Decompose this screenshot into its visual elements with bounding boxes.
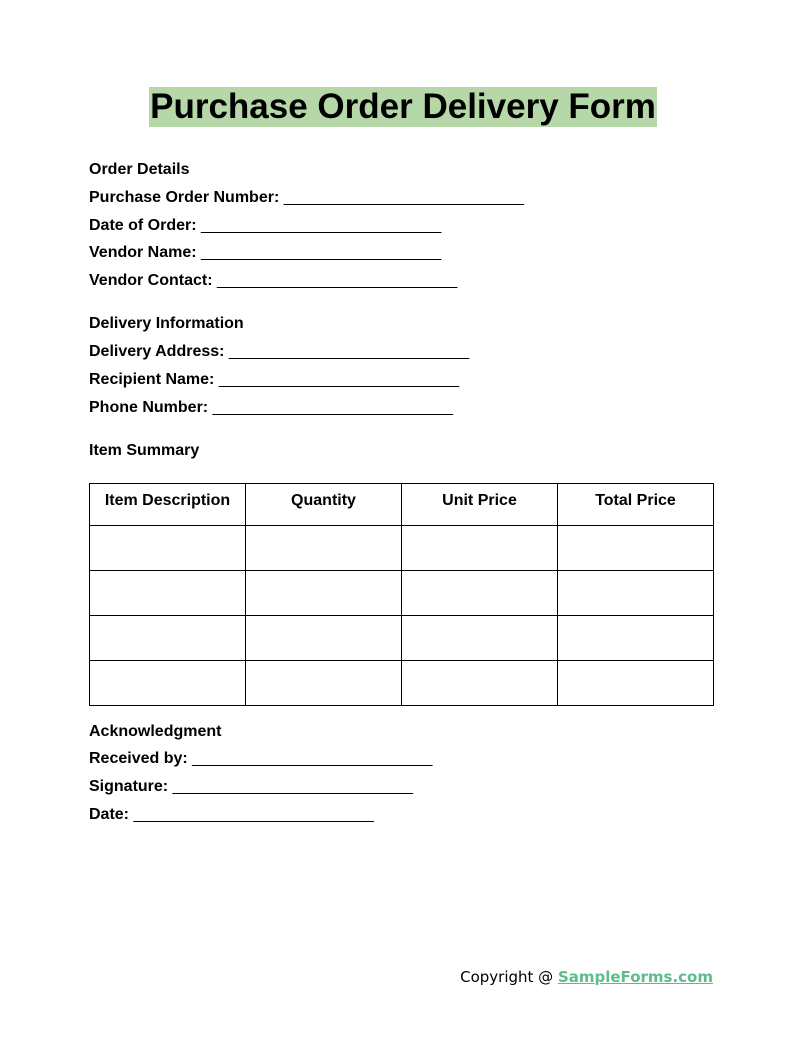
field-phone-number[interactable] [89,398,714,418]
field-label: Purchase Order Number: [89,188,280,206]
column-header: Quantity [246,483,402,525]
field-signature[interactable] [89,777,714,797]
field-recipient-name[interactable] [89,370,714,390]
form-content [89,160,714,825]
field-label: Delivery Address: [89,342,225,360]
section-heading-ack: Acknowledgment [89,722,222,740]
table-row [90,660,714,705]
section-heading-delivery: Delivery Information [89,315,244,333]
field-blank-line[interactable]: ___________________________ [212,398,453,416]
table-cell[interactable] [402,615,558,660]
field-blank-line[interactable]: ___________________________ [201,244,442,262]
table-cell[interactable] [246,615,402,660]
field-label: Date of Order: [89,216,197,234]
field-blank-line[interactable]: ___________________________ [218,370,460,388]
field-label: Signature: [89,778,169,796]
brand-link[interactable]: SampleForms.com [557,968,713,986]
field-date[interactable] [89,805,714,825]
field-label: Vendor Contact: [89,272,213,290]
table-row [90,525,714,570]
table-cell[interactable] [90,660,246,705]
table-cell[interactable] [90,570,246,615]
page-title: Purchase Order Delivery Form [150,87,656,126]
section-heading-order: Order Details [89,161,190,178]
field-vendor-contact[interactable] [89,271,714,291]
field-date-of-order[interactable] [89,216,714,236]
table-cell[interactable] [558,525,714,570]
table-cell[interactable] [246,660,402,705]
table-cell[interactable] [402,525,558,570]
column-header: Total Price [558,483,714,525]
title-wrap [0,87,806,127]
field-po-number[interactable] [89,188,714,208]
table-cell[interactable] [90,525,246,570]
table-cell[interactable] [558,660,714,705]
item-summary-table [89,483,714,706]
table-row [90,615,714,660]
table-cell[interactable] [402,570,558,615]
field-blank-line[interactable]: ___________________________ [172,778,413,796]
table-row [90,570,714,615]
table-cell[interactable] [558,570,714,615]
table-cell[interactable] [90,615,246,660]
column-header: Item Description [90,483,246,525]
field-blank-line[interactable]: ___________________________ [133,805,374,823]
column-header: Unit Price [402,483,558,525]
field-label: Phone Number: [89,398,209,416]
field-blank-line[interactable]: ___________________________ [283,188,524,206]
field-blank-line[interactable]: ___________________________ [192,750,433,768]
table-cell[interactable] [246,525,402,570]
table-cell[interactable] [246,570,402,615]
field-delivery-address[interactable] [89,342,714,362]
copyright-text: Copyright @ [460,968,558,986]
field-label: Vendor Name: [89,244,197,262]
field-blank-line[interactable]: ___________________________ [217,272,458,290]
field-label: Recipient Name: [89,370,215,388]
field-label: Date: [89,805,130,823]
table-header-row [90,483,714,525]
field-received-by[interactable] [89,749,714,769]
section-heading-items: Item Summary [89,441,200,459]
field-blank-line[interactable]: ___________________________ [228,342,470,360]
table-cell[interactable] [558,615,714,660]
copyright-footer [460,967,713,987]
table-cell[interactable] [402,660,558,705]
field-label: Received by: [89,750,188,768]
field-blank-line[interactable]: ___________________________ [201,216,442,234]
field-vendor-name[interactable] [89,243,714,263]
